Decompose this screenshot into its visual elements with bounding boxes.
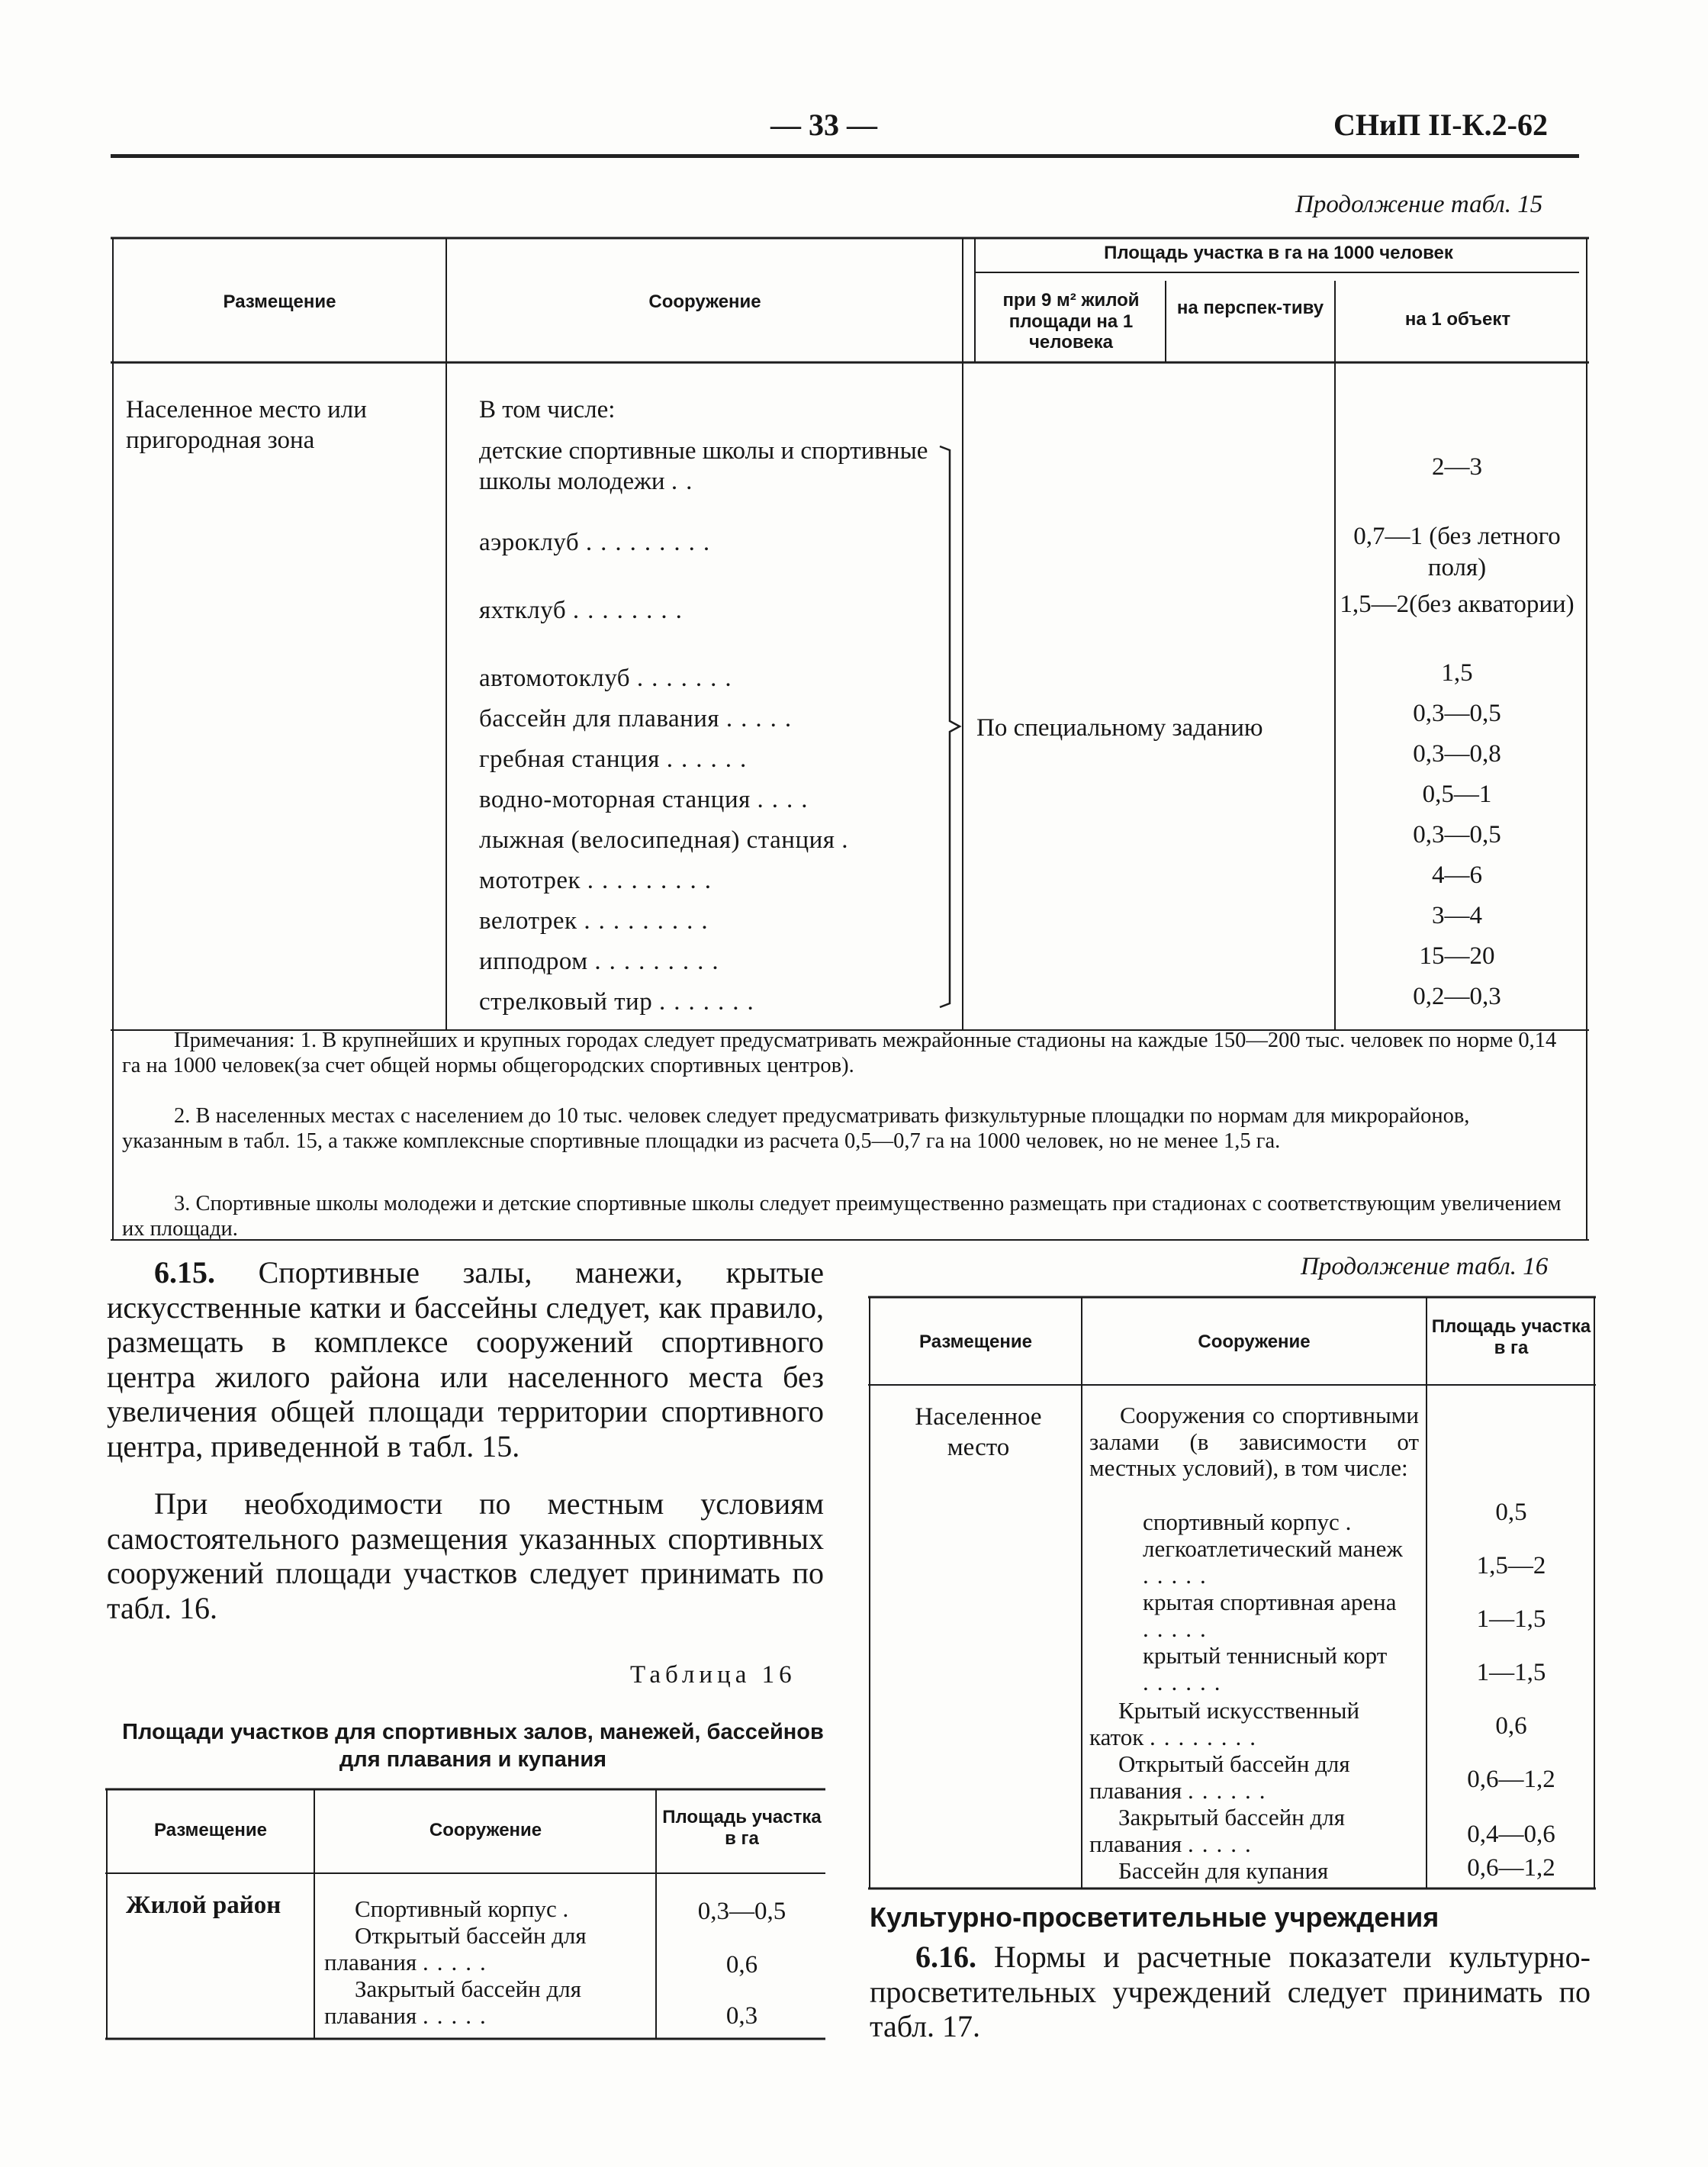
table16b-placement-cell: Населенное место xyxy=(915,1403,1042,1461)
paragraph-6-16-number: 6.16. xyxy=(915,1940,976,1974)
table16b-row-label: спортивный корпус . xyxy=(1143,1509,1360,1535)
table15-row-label: ипподром ......... xyxy=(479,948,727,975)
table15-header-per-object: на 1 объект xyxy=(1404,309,1511,330)
table15-value: 0,5—1 xyxy=(1422,781,1492,808)
table15-row-label: лыжная (велосипедная) станция . xyxy=(479,826,857,854)
section-heading: Культурно-просветительные учреждения xyxy=(870,1901,1439,1933)
table15-row-label: детские спортивные школы и спортивные школы молодежи .. xyxy=(479,437,928,495)
page-number: — 33 — xyxy=(770,108,877,142)
table15-note-2: 2. В населенных местах с населением до 10 тыс. человек следует предусматривать физкультурные площадки по нормам для микрорайонов, указанным в табл. 15, а также комплексные спортивные площадки из расчета 0,5—0,7 га на 1000 человек, но не менее 1,5 га. xyxy=(122,1104,1470,1153)
table15-value: 0,2—0,3 xyxy=(1413,983,1501,1010)
paragraph-6-15: 6.15. Спортивные залы, манежи, крытые искусственные катки и бассейны следует, как правило, размещать в комплексе сооружений спортивного центра жилого района или населенного места без увеличения общей площади территории спортивного центра, приведенной в табл. 15. xyxy=(107,1255,824,1463)
table16-value: 0,3—0,5 xyxy=(697,1898,786,1925)
table15-value: 2—3 xyxy=(1432,453,1482,481)
table15-value: 15—20 xyxy=(1419,942,1495,970)
table15-value: 0,3—0,8 xyxy=(1413,740,1501,768)
table15-value: 3—4 xyxy=(1432,902,1482,929)
table16b-value: 0,6—1,2 xyxy=(1467,1854,1555,1882)
table16b-value: 1,5—2 xyxy=(1476,1552,1546,1579)
table16b-value: 0,5 xyxy=(1495,1499,1527,1526)
table16-header-facility: Сооружение xyxy=(429,1820,542,1840)
table15-placement-cell: Населенное место или пригородная зона xyxy=(126,396,367,454)
table15-header-area-group: Площадь участка в га на 1000 человек xyxy=(1104,243,1453,263)
table15-value: 4—6 xyxy=(1432,861,1482,889)
table16-value: 0,6 xyxy=(725,1951,758,1979)
table15-row-label: мототрек ......... xyxy=(479,867,720,894)
table16-placement-cell: Жилой район xyxy=(126,1892,281,1919)
table16b-value: 0,6 xyxy=(1495,1712,1527,1740)
table15-row-label: яхтклуб ........ xyxy=(479,597,690,624)
table16b-row-label: Бассейн для купания xyxy=(1118,1857,1329,1884)
table16b-row-label: легкоатлетический манеж ..... xyxy=(1143,1535,1403,1589)
table15-row-label: гребная станция ...... xyxy=(479,745,755,773)
table15-row-label: аэроклуб ......... xyxy=(479,529,719,556)
paragraph-6-16: 6.16. Нормы и расчетные показатели культурно-просветительных учреждений следует принимать по табл. 17. xyxy=(870,1940,1591,2044)
table16b-row-label: Закрытый бассейн для плавания ..... xyxy=(1089,1804,1346,1857)
table16-label: Таблица 16 xyxy=(630,1661,796,1689)
table16-continuation-label: Продолжение табл. 16 xyxy=(1301,1253,1549,1280)
table15-header-perspective: на перспек-тиву xyxy=(1176,298,1324,318)
table16b-header-placement: Размещение xyxy=(919,1331,1032,1352)
table16-row-label: Открытый бассейн для плавания ..... xyxy=(324,1922,587,1975)
table16b-header-facility: Сооружение xyxy=(1198,1331,1311,1352)
table16b-row-label: Крытый искусственный каток ........ xyxy=(1089,1697,1360,1750)
table16-caption: Площади участков для спортивных залов, манежей, бассейнов для плавания и купания xyxy=(122,1720,824,1773)
table15-value: 1,5—2(без акватории) xyxy=(1340,591,1575,618)
table15-note-1: Примечания: 1. В крупнейших и крупных городах следует предусматривать межрайонные стадионы на каждые 150—200 тыс. человек по норме 0,14 га на 1000 человек(за счет общей нормы общегородских спортивных центров). xyxy=(122,1029,1557,1077)
table16b-row-label: крытая спортивная арена ..... xyxy=(1143,1589,1397,1642)
table16-row-label: Закрытый бассейн для плавания ..... xyxy=(324,1975,582,2029)
table16b-row-label: крытый теннисный корт ...... xyxy=(1143,1642,1388,1695)
table16b-value: 0,6—1,2 xyxy=(1467,1766,1555,1793)
table15-row-label: велотрек ......... xyxy=(479,907,716,935)
table15-value: 0,3—0,5 xyxy=(1413,821,1501,848)
table15-header-placement: Размещение xyxy=(223,291,336,312)
table15-row-label: бассейн для плавания ..... xyxy=(479,705,800,733)
table15-value: 0,3—0,5 xyxy=(1413,700,1501,727)
table15-header-facility: Сооружение xyxy=(648,291,761,312)
table15-value: 0,7—1 (без летного поля) xyxy=(1353,523,1561,582)
table15-row-label: автомотоклуб ....... xyxy=(479,665,740,692)
table15-note-3: 3. Спортивные школы молодежи и детские спортивные школы следует преимущественно размещать при стадионах с соответствующим увеличением их площади. xyxy=(122,1192,1562,1241)
table16b-value: 0,4—0,6 xyxy=(1467,1821,1555,1848)
table16b-header-area: Площадь участка в га xyxy=(1431,1316,1591,1358)
table15-intro: В том числе: xyxy=(479,396,616,423)
table15-row-label: стрелковый тир ....... xyxy=(479,988,762,1016)
table16-header-area: Площадь участка в га xyxy=(662,1807,822,1849)
document-code: СНиП II-К.2-62 xyxy=(1333,108,1548,142)
table15-continuation-label: Продолжение табл. 15 xyxy=(1295,191,1543,218)
table15-header-per-person: при 9 м² жилой площади на 1 человека xyxy=(1002,290,1140,353)
table16-header-placement: Размещение xyxy=(154,1820,267,1840)
table16b-value: 1—1,5 xyxy=(1476,1659,1546,1686)
paragraph-6-15-continued: При необходимости по местным условиям самостоятельного размещения указанных спортивных сооружений площади участков следует принимать по табл. 16. xyxy=(107,1486,824,1625)
table16-row-label: Спортивный корпус . xyxy=(355,1895,577,1922)
table16b-value: 1—1,5 xyxy=(1476,1605,1546,1633)
table16b-intro: Сооружения со спортивными залами (в зависимости от местных условий), в том числе: xyxy=(1089,1402,1419,1482)
table16-value: 0,3 xyxy=(725,2002,758,2030)
table15-group-value: По специальному заданию xyxy=(976,714,1263,742)
table16b-row-label: Открытый бассейн для плавания ...... xyxy=(1089,1750,1350,1804)
table15-row-label: водно-моторная станция .... xyxy=(479,786,816,813)
table15-value: 1,5 xyxy=(1441,659,1473,687)
paragraph-6-15-number: 6.15. xyxy=(154,1255,215,1290)
